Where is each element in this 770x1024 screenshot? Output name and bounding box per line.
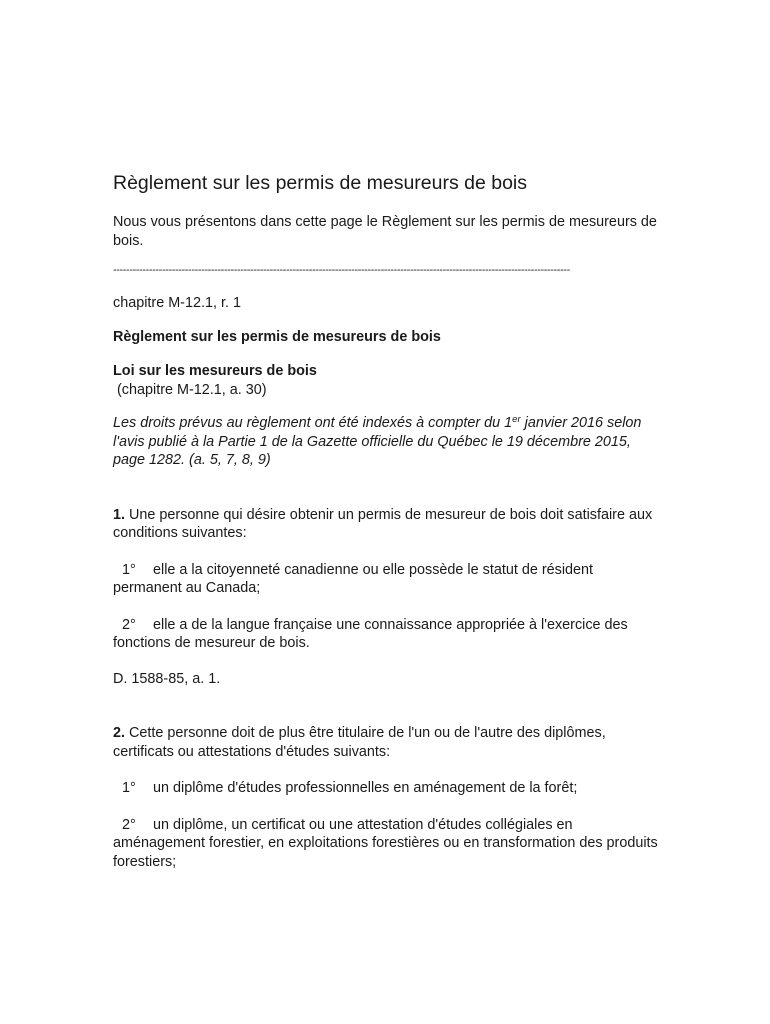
article-2-paragraph-2 <box>113 816 658 872</box>
article-2 <box>113 724 658 871</box>
article-1-source: D. 1588-85, a. 1. <box>113 670 221 687</box>
indexation-note <box>113 414 658 470</box>
intro-text: Nous vous présentons dans cette page le Règlement sur les permis de mesureurs de bois. <box>113 214 657 249</box>
article-1-number: 1. <box>113 506 126 523</box>
paragraph-text: elle a de la langue française une connaissance appropriée à l'exercice des fonctions de mesureur de bois. <box>113 616 628 651</box>
paragraph-text: un diplôme d'études professionnelles en aménagement de la forêt; <box>153 780 578 796</box>
note-text-start: Les droits prévus au règlement ont été indexés à compter du 1 <box>113 415 513 431</box>
document-page <box>113 170 658 871</box>
article-1-text <box>113 506 658 543</box>
dashed-divider: -------------------------------------------------------------------------------------------------------------------------------------------- <box>113 264 570 276</box>
paragraph-number: 2° <box>122 816 136 833</box>
note-superscript: er <box>512 414 521 425</box>
paragraph-number: 1° <box>122 561 136 578</box>
chapter-reference: chapitre M-12.1, r. 1 <box>113 295 241 311</box>
article-2-body: Cette personne doit de plus être titulaire de l'un ou de l'autre des diplômes, certificats ou attestations d'études suivants: <box>113 725 606 760</box>
note-text-end: janvier 2016 selon l'avis publié à la Partie 1 de la Gazette officielle du Québec le 19 décembre 2015, page 1282. (a. 5, 7, 8, 9) <box>113 415 642 468</box>
regulation-name: Règlement sur les permis de mesureurs de bois <box>113 328 441 345</box>
article-2-paragraph-1 <box>113 779 658 798</box>
law-reference: (chapitre M-12.1, a. 30) <box>117 381 267 398</box>
paragraph-text: un diplôme, un certificat ou une attestation d'études collégiales en aménagement forestier, en exploitations forestières ou en transformation des produits forestiers; <box>113 816 658 870</box>
article-1 <box>113 506 658 689</box>
article-1-paragraph-1 <box>113 561 658 598</box>
article-1-paragraph-2 <box>113 616 658 653</box>
article-2-number: 2. <box>113 725 126 741</box>
paragraph-number: 2° <box>122 616 136 633</box>
article-2-text <box>113 724 658 761</box>
law-name: Loi sur les mesureurs de bois <box>113 363 317 379</box>
paragraph-number: 1° <box>122 780 136 796</box>
article-1-body: Une personne qui désire obtenir un permis de mesureur de bois doit satisfaire aux conditions suivantes: <box>113 506 653 541</box>
document-title: Règlement sur les permis de mesureurs de bois <box>113 172 528 194</box>
paragraph-text: elle a la citoyenneté canadienne ou elle possède le statut de résident permanent au Canada; <box>113 561 594 596</box>
